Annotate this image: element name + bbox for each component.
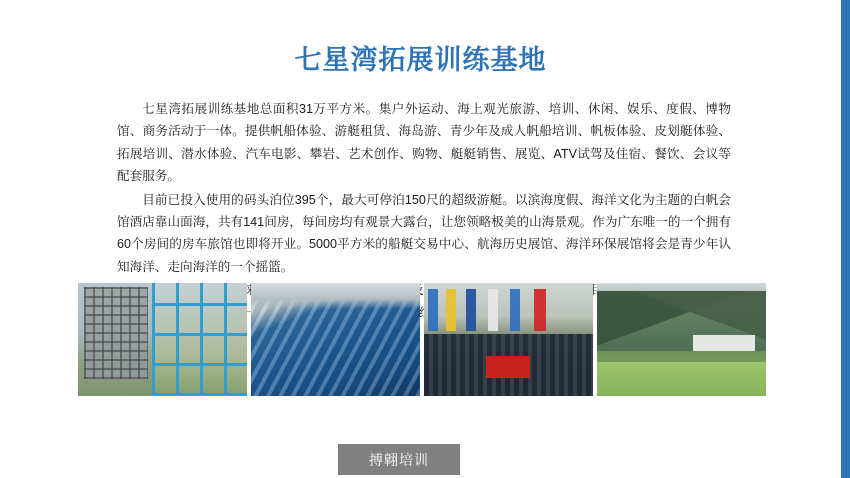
gallery-image-4 (597, 283, 766, 396)
building-shape (693, 335, 755, 351)
gallery-image-3 (424, 283, 593, 396)
paragraph-2: 目前已投入使用的码头泊位395个，最大可停泊150尺的超级游艇。以滨海度假、海洋文化为主题的白帆会馆酒店靠山面海，共有141间房，每间房均有观景大露台，让您领略极美的山海景观。作为广东唯一的一个拥有60个房间的房车旅馆也即将开业。5000平方米的船艇交易中心、航海历史展馆、海洋环保展馆将会是青少年认知海洋、走向海洋的一个摇篮。 (117, 192, 731, 274)
paragraph-1: 七星湾拓展训练基地总面积31万平方米。集户外运动、海上观光旅游、培训、休闲、娱乐、度假、博物馆、商务活动于一体。提供帆船体验、游艇租赁、海岛游、青少年及成人帆船培训、帆板体验、皮划艇体验、拓展培训、潜水体验、汽车电影、攀岩、艺术创作、购物、艇艇销售、展览、ATV试驾及住宿、餐饮、会议等配套服务。 (117, 102, 731, 184)
page-title: 七星湾拓展训练基地 (294, 45, 547, 75)
accent-bar-right (841, 0, 850, 478)
photo-gallery (78, 283, 766, 396)
footer-brand-button[interactable]: 搏翺培训 (338, 444, 460, 475)
gallery-image-2 (251, 283, 420, 396)
crowd-banner (486, 356, 530, 378)
gallery-image-1 (78, 283, 247, 396)
